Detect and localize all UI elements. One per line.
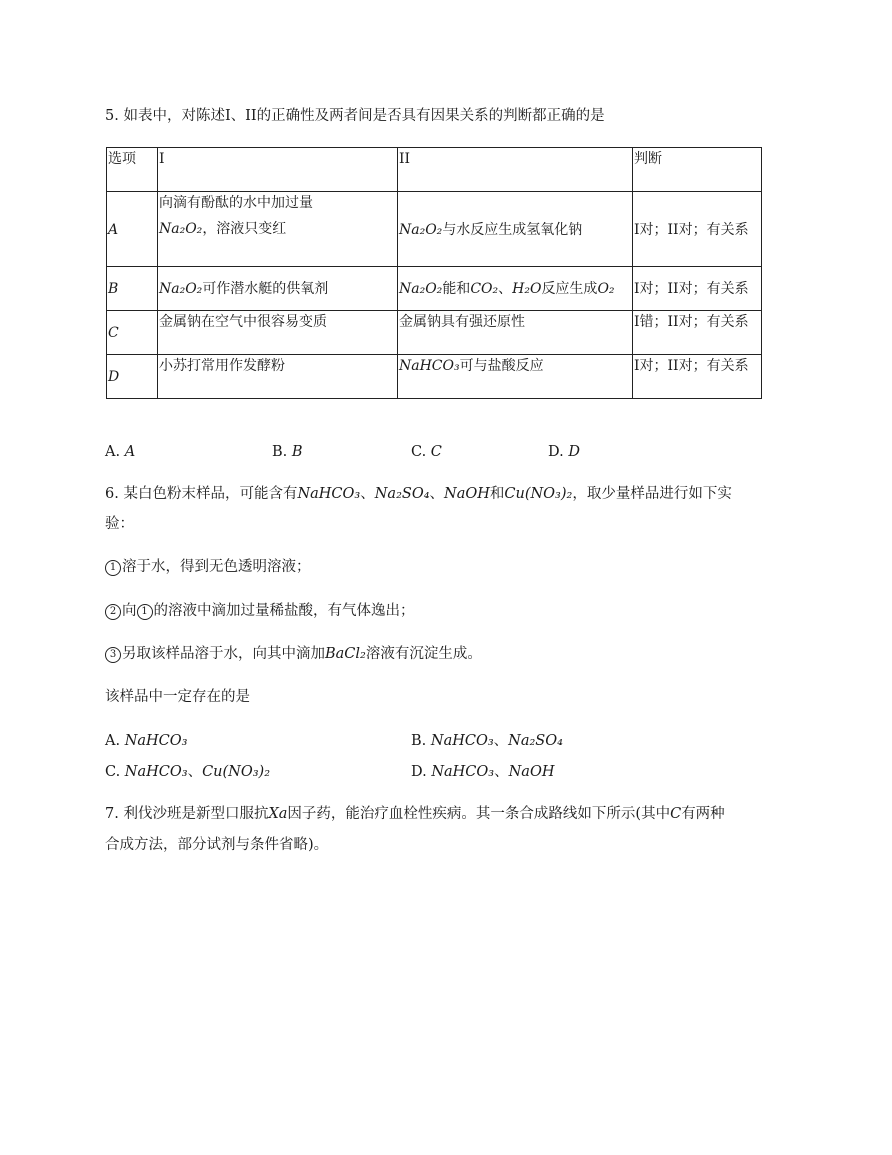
q7-stem-cont: 合成方法，部分试剂与条件省略)。 — [105, 837, 329, 853]
table-row — [107, 267, 762, 311]
q6-step-1: 1 溶于水，得到无色透明溶液； — [105, 557, 311, 577]
row-a-statement-1: 向滴有酚酞的水中加过量 Na₂O₂，溶液只变红 — [158, 192, 398, 267]
table-header-row — [107, 148, 762, 192]
row-d-judgement: I对；II对；有关系 — [633, 355, 762, 399]
table-row — [107, 311, 762, 355]
row-a-statement-2: Na₂O₂与水反应生成氢氧化钠 — [398, 192, 633, 267]
option-label: C — [108, 325, 119, 341]
q5-option-b[interactable]: B. B — [272, 444, 303, 460]
q5-option-d[interactable]: D. D — [548, 444, 580, 460]
row-b-statement-2: Na₂O₂能和CO₂、H₂O反应生成O₂ — [398, 267, 633, 311]
header-option: 选项 — [107, 148, 158, 192]
q6-option-d[interactable]: D. NaHCO₃、NaOH — [411, 764, 555, 780]
header-statement-1: I — [158, 148, 398, 192]
circled-number: 1 — [137, 604, 153, 620]
q6-stem-cont: 验： — [105, 516, 134, 532]
row-d-statement-2: NaHCO₃可与盐酸反应 — [398, 355, 633, 399]
option-label: D — [108, 369, 120, 385]
row-c-statement-1: 金属钠在空气中很容易变质 — [158, 311, 398, 355]
option-label: B — [108, 281, 119, 297]
header-judgement: 判断 — [633, 148, 762, 192]
q5-option-a[interactable]: A. A — [105, 444, 136, 460]
q6-question: 该样品中一定存在的是 — [105, 689, 250, 705]
table-row — [107, 192, 762, 267]
q6-option-b[interactable]: B. NaHCO₃、Na₂SO₄ — [411, 733, 563, 749]
row-d-statement-1: 小苏打常用作发酵粉 — [158, 355, 398, 399]
q6-option-c[interactable]: C. NaHCO₃、Cu(NO₃)₂ — [105, 764, 271, 780]
row-b-judgement: I对；II对；有关系 — [633, 267, 762, 311]
q6-option-a[interactable]: A. NaHCO₃ — [105, 733, 188, 749]
row-a-judgement: I对；II对；有关系 — [633, 192, 762, 267]
row-c-judgement: I错；II对；有关系 — [633, 311, 762, 355]
circled-number: 1 — [105, 560, 121, 576]
q6-stem: 6. 某白色粉末样品，可能含有NaHCO₃、Na₂SO₄、NaOH和Cu(NO₃)₂，取少量样品进行如下实 — [105, 486, 732, 502]
formula-na2o2: Na₂O₂ — [159, 221, 203, 237]
q6-step-2: 2 向 1 的溶液中滴加过量稀盐酸，有气体逸出； — [105, 601, 415, 621]
circled-number: 2 — [105, 604, 121, 620]
q5-table — [106, 147, 762, 399]
option-label: A — [108, 221, 119, 238]
row-c-statement-2: 金属钠具有强还原性 — [398, 311, 633, 355]
q6-step-3: 3 另取该样品溶于水，向其中滴加BaCl₂溶液有沉淀生成。 — [105, 644, 482, 664]
circled-number: 3 — [105, 647, 121, 663]
table-row — [107, 355, 762, 399]
q5-stem: 5. 如表中，对陈述I、II的正确性及两者间是否具有因果关系的判断都正确的是 — [105, 108, 605, 124]
row-b-statement-1: Na₂O₂可作潜水艇的供氧剂 — [158, 267, 398, 311]
q5-option-c[interactable]: C. C — [411, 444, 442, 460]
header-statement-2: II — [398, 148, 633, 192]
q7-stem: 7. 利伐沙班是新型口服抗Xa因子药，能治疗血栓性疾病。其一条合成路线如下所示(其中C有两种 — [105, 806, 725, 822]
